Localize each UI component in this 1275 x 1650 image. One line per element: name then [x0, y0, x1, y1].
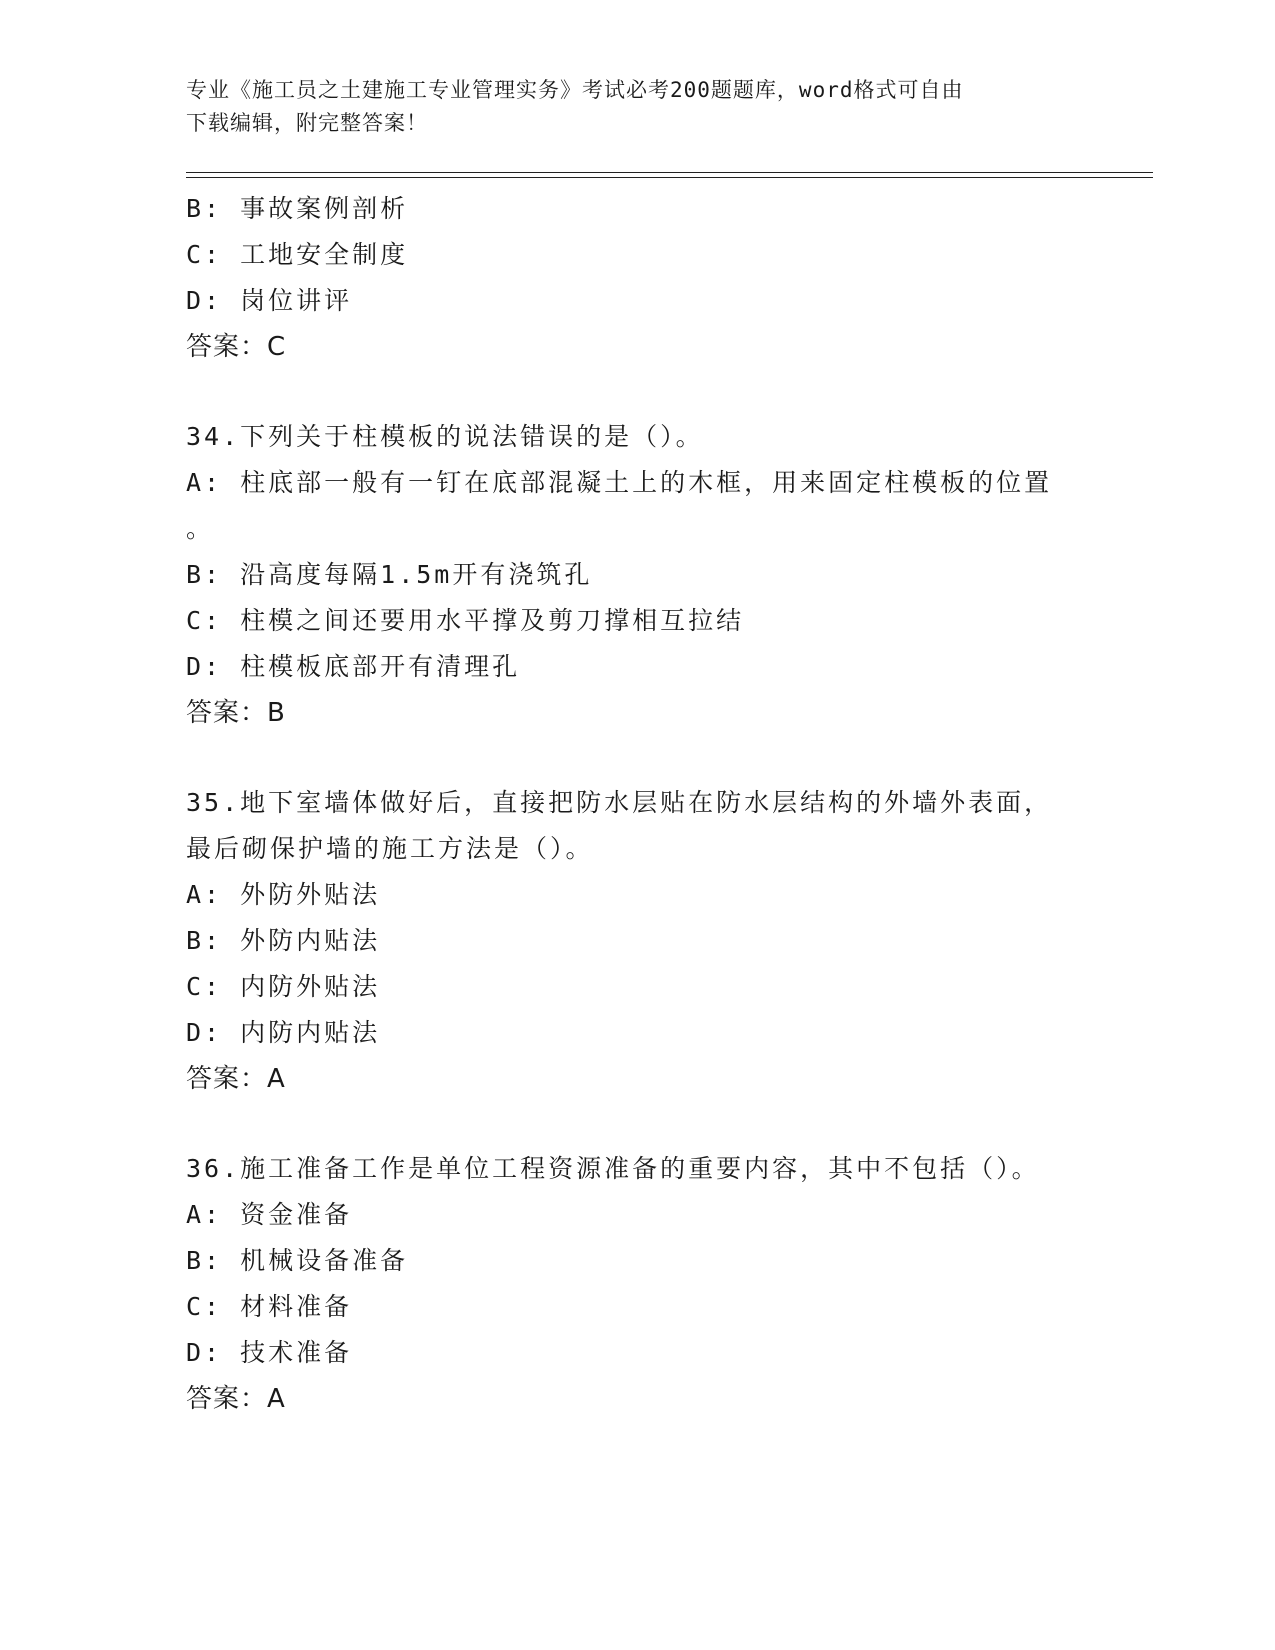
answer-line: 答案：B [186, 698, 286, 728]
header-rule-top [186, 172, 1153, 173]
option-line-wrap: 。 [186, 514, 215, 543]
question-text: 35.地下室墙体做好后，直接把防水层贴在防水层结构的外墙外表面， [186, 788, 1053, 817]
option-line: D: 内防内贴法 [186, 1018, 381, 1047]
question-list [186, 186, 1086, 1422]
option-line: C: 材料准备 [186, 1292, 353, 1321]
question-text: 34.下列关于柱模板的说法错误的是（）。 [186, 422, 704, 451]
option-line: C: 柱模之间还要用水平撑及剪刀撑相互拉结 [186, 606, 745, 635]
document-header [186, 74, 1086, 140]
question-block [186, 186, 1086, 370]
option-line: D: 技术准备 [186, 1338, 353, 1367]
header-line-1: 专业《施工员之土建施工专业管理实务》考试必考200题题库，word格式可自由 [186, 78, 964, 102]
question-text-wrap: 最后砌保护墙的施工方法是（）。 [186, 834, 594, 863]
question-block [186, 780, 1086, 1102]
option-line: C: 工地安全制度 [186, 240, 409, 269]
option-line: D: 岗位讲评 [186, 286, 353, 315]
question-block [186, 1146, 1086, 1422]
option-line: B: 事故案例剖析 [186, 194, 409, 223]
option-line: B: 外防内贴法 [186, 926, 381, 955]
option-line: A: 外防外贴法 [186, 880, 381, 909]
option-line: A: 柱底部一般有一钉在底部混凝土上的木框，用来固定柱模板的位置 [186, 468, 1053, 497]
header-line-2: 下载编辑，附完整答案！ [186, 111, 428, 135]
option-line: C: 内防外贴法 [186, 972, 381, 1001]
answer-line: 答案：A [186, 1064, 286, 1094]
answer-line: 答案：A [186, 1384, 286, 1414]
question-text: 36.施工准备工作是单位工程资源准备的重要内容，其中不包括（）。 [186, 1154, 1040, 1183]
option-line: B: 沿高度每隔1.5m开有浇筑孔 [186, 560, 593, 589]
question-block [186, 414, 1086, 736]
answer-line: 答案：C [186, 332, 287, 362]
header-rule-bottom [186, 177, 1153, 178]
option-line: A: 资金准备 [186, 1200, 353, 1229]
option-line: D: 柱模板底部开有清理孔 [186, 652, 521, 681]
option-line: B: 机械设备准备 [186, 1246, 409, 1275]
